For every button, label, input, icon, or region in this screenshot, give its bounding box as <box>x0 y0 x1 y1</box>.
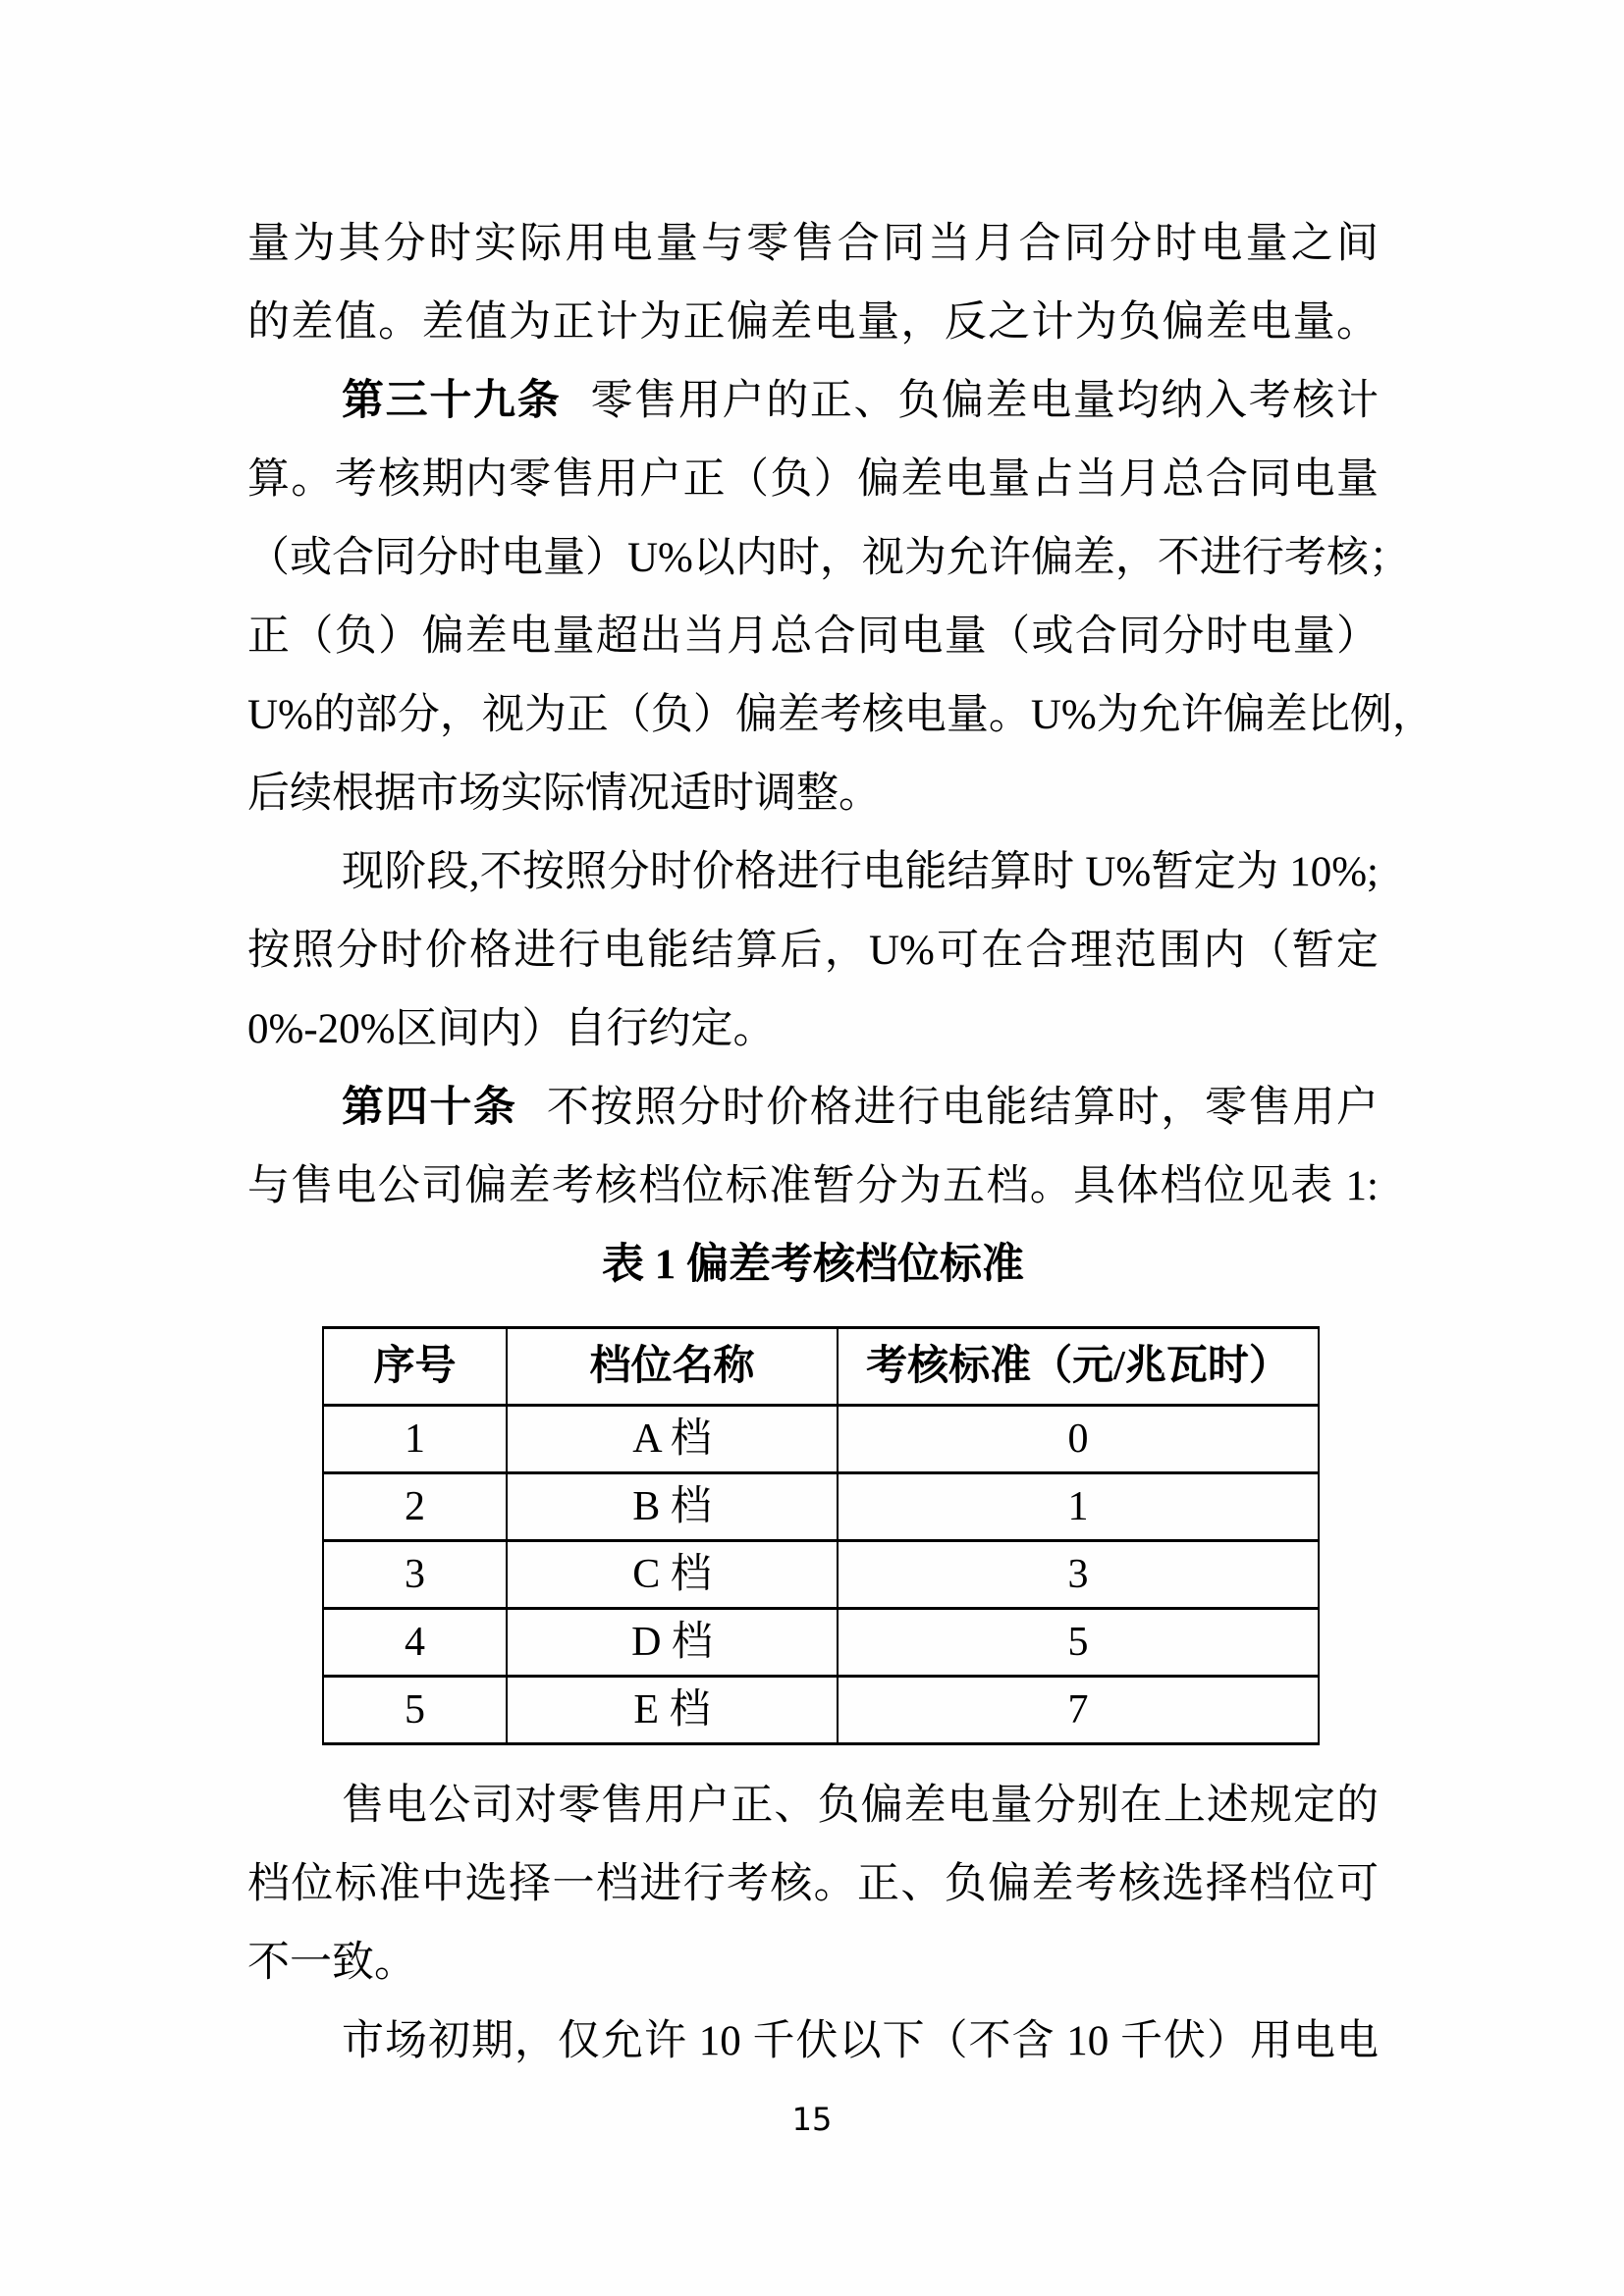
body-line: 与售电公司偏差考核档位标准暂分为五档。具体档位见表 1: <box>247 1163 1379 1209</box>
table-header-cell-tier-name: 档位名称 <box>507 1328 838 1406</box>
table-cell: D 档 <box>507 1609 838 1677</box>
table-cell: 3 <box>838 1541 1319 1609</box>
table-row <box>323 1473 1319 1541</box>
body-line-article-39 <box>247 362 1379 441</box>
body-line: 算。考核期内零售用户正（负）偏差电量占当月总合同电量 <box>247 456 1379 503</box>
table-cell: 1 <box>323 1406 507 1473</box>
page-content <box>247 205 1435 2081</box>
table-cell: 5 <box>323 1677 507 1744</box>
body-line: 0%-20%区间内）自行约定。 <box>247 1006 776 1052</box>
page-number: 15 <box>791 2101 833 2138</box>
article-number-lead: 第四十条 <box>342 1085 517 1131</box>
body-line-text: 零售用户的正、负偏差电量均纳入考核计 <box>590 378 1380 424</box>
table-cell: 4 <box>323 1609 507 1677</box>
table-row <box>323 1609 1319 1677</box>
tier-standard-table <box>322 1326 1320 1745</box>
body-line: 档位标准中选择一档进行考核。正、负偏差考核选择档位可 <box>247 1861 1379 1907</box>
body-line: U%的部分，视为正（负）偏差考核电量。U%为允许偏差比例， <box>247 692 1435 738</box>
body-line: 售电公司对零售用户正、负偏差电量分别在上述规定的 <box>342 1783 1379 1829</box>
table-cell: B 档 <box>507 1473 838 1541</box>
body-line: 不一致。 <box>247 1940 416 1986</box>
body-line: 量为其分时实际用电量与零售合同当月合同分时电量之间 <box>247 221 1379 267</box>
table-header-cell-index: 序号 <box>323 1328 507 1406</box>
table-cell: C 档 <box>507 1541 838 1609</box>
body-line: 现阶段,不按照分时价格进行电能结算时 U%暂定为 10%; <box>342 849 1379 895</box>
body-line: 市场初期，仅允许 10 千伏以下（不含 10 千伏）用电电 <box>342 2018 1379 2064</box>
article-number-lead: 第三十九条 <box>342 378 562 424</box>
body-line-text: 不按照分时价格进行电能结算时，零售用户 <box>546 1085 1380 1131</box>
body-line: （或合同分时电量）U%以内时，视为允许偏差，不进行考核； <box>247 535 1411 581</box>
table-caption: 表 1 偏差考核档位标准 <box>602 1242 1024 1288</box>
body-line: 按照分时价格进行电能结算后，U%可在合理范围内（暂定 <box>247 928 1379 974</box>
body-line: 正（负）偏差电量超出当月总合同电量（或合同分时电量） <box>247 614 1379 660</box>
table-cell: 7 <box>838 1677 1319 1744</box>
table-cell: 3 <box>323 1541 507 1609</box>
table-header-row <box>323 1328 1319 1406</box>
table-cell: A 档 <box>507 1406 838 1473</box>
table-cell: 2 <box>323 1473 507 1541</box>
table-header-cell-standard: 考核标准（元/兆瓦时） <box>838 1328 1319 1406</box>
table-cell: 1 <box>838 1473 1319 1541</box>
body-line: 后续根据市场实际情况适时调整。 <box>247 771 881 817</box>
table-cell: 5 <box>838 1609 1319 1677</box>
table-row <box>323 1677 1319 1744</box>
body-line-article-40 <box>247 1069 1379 1148</box>
table-row <box>323 1541 1319 1609</box>
table-cell: E 档 <box>507 1677 838 1744</box>
table-cell: 0 <box>838 1406 1319 1473</box>
body-line: 的差值。差值为正计为正偏差电量，反之计为负偏差电量。 <box>247 299 1379 346</box>
table-row <box>323 1406 1319 1473</box>
